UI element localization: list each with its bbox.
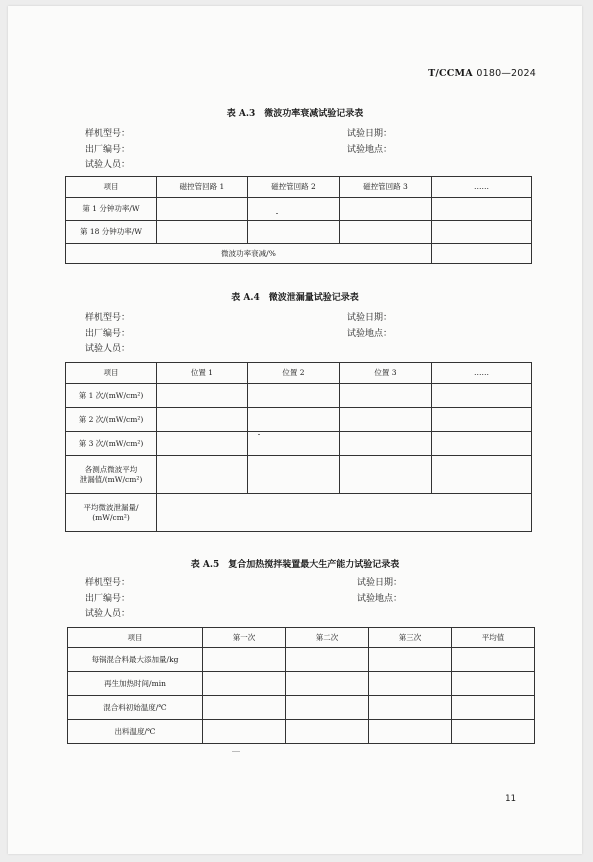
data-cell [340, 432, 432, 456]
data-cell [286, 672, 369, 696]
data-cell [157, 432, 248, 456]
table-a3 [65, 176, 532, 264]
data-cell [452, 696, 535, 720]
data-cell [452, 672, 535, 696]
header-cell: 磁控管回路 3 [340, 177, 432, 198]
data-cell [286, 720, 369, 744]
tester-label: 试验人员： [85, 344, 131, 354]
tester-label: 试验人员： [85, 160, 131, 170]
table-row [66, 384, 532, 408]
table-row [66, 177, 532, 198]
data-cell [369, 720, 452, 744]
scan-speck [276, 213, 278, 214]
data-cell [248, 456, 340, 494]
row-label: 每锅混合料最大添加量/kg [68, 648, 203, 672]
table-a4-title: 表 A.4 微波泄漏量试验记录表 [231, 293, 359, 303]
header-cell: 第二次 [286, 628, 369, 648]
data-cell [432, 221, 532, 244]
table-row [68, 648, 535, 672]
header-cell: 磁控管回路 2 [248, 177, 340, 198]
data-cell [157, 456, 248, 494]
header-cell: 位置 2 [248, 363, 340, 384]
table-a3-title: 表 A.3 微波功率衰减试验记录表 [226, 109, 364, 119]
data-cell [340, 384, 432, 408]
data-cell [248, 198, 340, 221]
header-cell: 平均值 [452, 628, 535, 648]
data-cell [452, 720, 535, 744]
table-a5-meta-right [357, 576, 402, 607]
serial-label: 出厂编号： [85, 593, 131, 604]
page-number: 11 [505, 794, 516, 804]
row-label: 混合料初始温度/℃ [68, 696, 203, 720]
scan-speck [258, 434, 260, 435]
data-cell [203, 696, 286, 720]
row-label-line: 泄漏值/(mW/cm²) [79, 474, 143, 484]
data-cell [248, 221, 340, 244]
data-cell [340, 221, 432, 244]
table-row [66, 244, 532, 264]
table-row [68, 720, 535, 744]
data-cell [340, 408, 432, 432]
data-cell [157, 494, 532, 532]
data-cell [369, 672, 452, 696]
data-cell [286, 648, 369, 672]
data-cell [340, 456, 432, 494]
document-header [428, 68, 536, 79]
summary-label: 微波功率衰减/% [66, 244, 432, 264]
serial-label: 出厂编号： [85, 328, 131, 339]
data-cell [340, 198, 432, 221]
table-row [68, 696, 535, 720]
table-a5 [67, 627, 535, 744]
data-cell [203, 648, 286, 672]
row-label: 第 18 分钟功率/W [66, 221, 157, 244]
document-page [8, 6, 582, 854]
table-row [66, 198, 532, 221]
location-label: 试验地点： [357, 593, 403, 604]
location-label: 试验地点： [347, 328, 393, 339]
table-a5-meta-left [85, 576, 130, 623]
header-cell: 位置 1 [157, 363, 248, 384]
row-label [66, 456, 157, 494]
table-a5-title: 表 A.5 复合加热搅拌装置最大生产能力试验记录表 [190, 560, 400, 570]
header-cell: 第一次 [203, 628, 286, 648]
table-row [66, 221, 532, 244]
data-cell [432, 432, 532, 456]
data-cell [432, 198, 532, 221]
row-label: 第 1 次/(mW/cm²) [66, 384, 157, 408]
standard-code: T/CCMA [428, 68, 473, 79]
data-cell [369, 696, 452, 720]
table-row [66, 363, 532, 384]
table-row [68, 672, 535, 696]
table-a4-meta-left [85, 311, 130, 358]
row-label: 第 2 次/(mW/cm²) [66, 408, 157, 432]
data-cell [286, 696, 369, 720]
data-cell [432, 384, 532, 408]
tester-label: 试验人员： [85, 609, 131, 619]
date-label: 试验日期： [357, 578, 403, 588]
row-label-line: 各测点微波平均 [84, 464, 138, 474]
serial-label: 出厂编号： [85, 144, 131, 155]
table-row [66, 432, 532, 456]
data-cell [157, 198, 248, 221]
standard-number: 0180—2024 [476, 68, 536, 79]
row-label: 第 1 分钟功率/W [66, 198, 157, 221]
row-label [66, 494, 157, 532]
data-cell [432, 456, 532, 494]
date-label: 试验日期： [347, 313, 393, 323]
data-cell [248, 432, 340, 456]
data-cell [203, 720, 286, 744]
data-cell [157, 408, 248, 432]
header-cell: …… [432, 363, 532, 384]
table-a4-meta-right [347, 311, 392, 342]
row-label-line: 平均微波泄漏量/ [83, 502, 139, 512]
row-label: 再生加热时间/min [68, 672, 203, 696]
header-cell: 项目 [66, 177, 157, 198]
header-cell: 第三次 [369, 628, 452, 648]
data-cell [248, 408, 340, 432]
header-cell: 项目 [68, 628, 203, 648]
table-row [66, 408, 532, 432]
table-a3-meta-right [347, 127, 392, 158]
data-cell [157, 221, 248, 244]
header-cell: 位置 3 [340, 363, 432, 384]
date-label: 试验日期： [347, 129, 393, 139]
table-row [68, 628, 535, 648]
data-cell [157, 384, 248, 408]
row-label: 第 3 次/(mW/cm²) [66, 432, 157, 456]
row-label-line: (mW/cm²) [92, 512, 130, 522]
data-cell [452, 648, 535, 672]
table-row [66, 456, 532, 494]
table-a3-meta-left [85, 127, 130, 174]
data-cell [248, 384, 340, 408]
data-cell [203, 672, 286, 696]
location-label: 试验地点： [347, 144, 393, 155]
header-cell: …… [432, 177, 532, 198]
header-cell: 磁控管回路 1 [157, 177, 248, 198]
scan-speck [232, 751, 240, 752]
table-a4 [65, 362, 532, 532]
row-label: 出料温度/℃ [68, 720, 203, 744]
data-cell [432, 408, 532, 432]
table-row [66, 494, 532, 532]
header-cell: 项目 [66, 363, 157, 384]
model-label: 样机型号： [85, 578, 131, 588]
model-label: 样机型号： [85, 313, 131, 323]
model-label: 样机型号： [85, 129, 131, 139]
data-cell [432, 244, 532, 264]
data-cell [369, 648, 452, 672]
